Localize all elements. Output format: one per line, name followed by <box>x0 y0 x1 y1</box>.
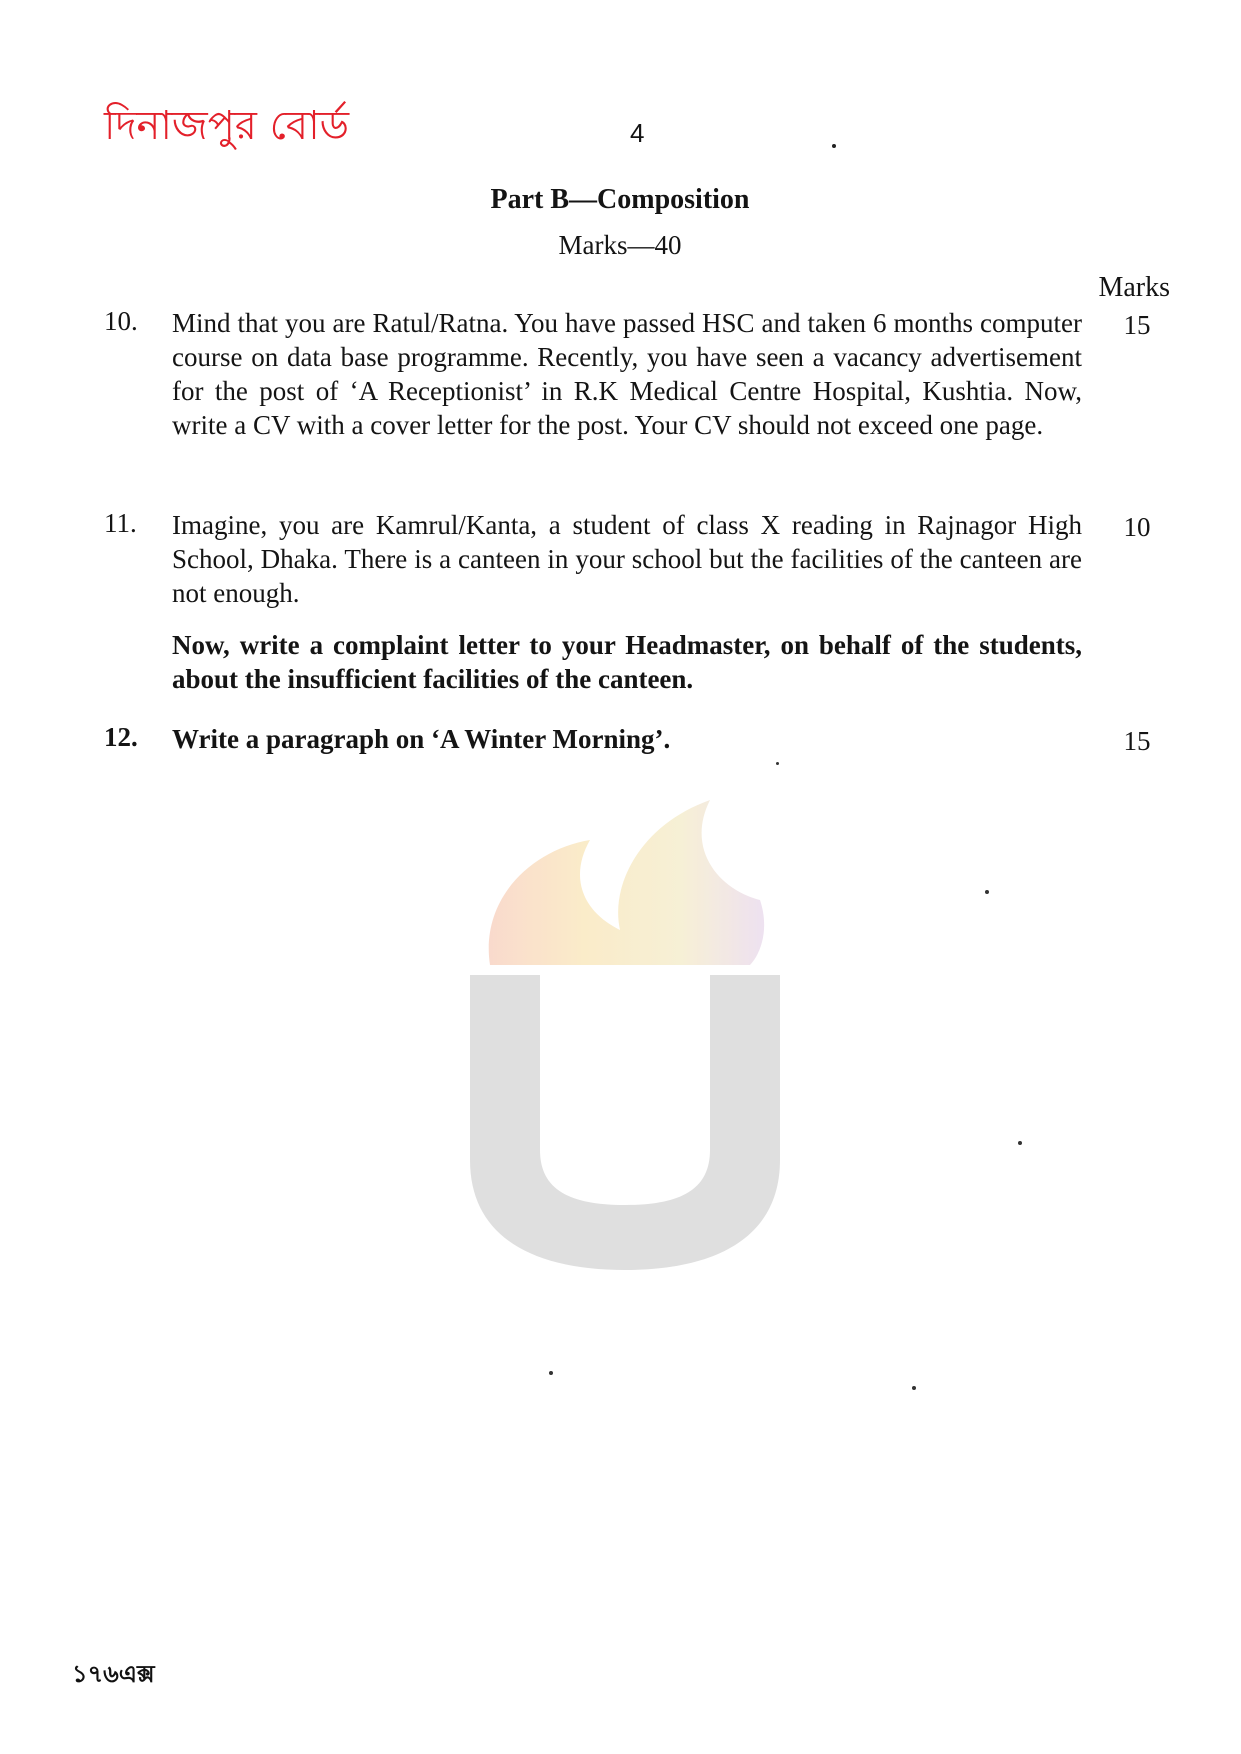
footer-code: ১৭৬এক্স <box>72 1660 155 1688</box>
part-marks: Marks—40 <box>558 230 682 260</box>
question-number: 10. <box>104 306 138 336</box>
marks-column-heading: Marks <box>1098 272 1170 303</box>
scan-speck <box>832 144 836 148</box>
question-number: 11. <box>104 508 137 538</box>
question-marks: 10 <box>1123 512 1151 542</box>
scan-speck <box>1018 1141 1022 1145</box>
question-text <box>172 722 1082 774</box>
question-marks: 15 <box>1123 310 1151 340</box>
question-paragraph: Imagine, you are Kamrul/Kanta, a student of class X reading in Rajnagor High School, Dhaka. There is a canteen in your school but the facilities of the canteen are not enough. <box>172 510 1082 608</box>
question-number: 12. <box>104 722 138 752</box>
page-number: 4 <box>630 118 645 148</box>
question-text <box>172 306 1082 460</box>
scan-speck <box>549 1371 553 1375</box>
question-paragraph: Write a paragraph on ‘A Winter Morning’. <box>172 724 671 754</box>
scan-speck <box>912 1386 916 1390</box>
question-paragraph: Mind that you are Ratul/Ratna. You have passed HSC and taken 6 months computer course on data base programme. Recently, you have seen a vacancy advertisement for the post of ‘A Receptionist’ in R.K Medical Centre Hospital, Kushtia. Now, write a CV with a cover letter for the post. Your CV should not exceed one page. <box>172 308 1082 440</box>
board-label: দিনাজপুর বোর্ড <box>104 103 350 149</box>
watermark-logo <box>470 780 780 1270</box>
question-paragraph: Now, write a complaint letter to your Headmaster, on behalf of the students, about the insufficient facilities of the canteen. <box>172 630 1082 694</box>
scan-speck <box>985 890 989 894</box>
part-title: Part B—Composition <box>490 184 750 215</box>
question-marks: 15 <box>1123 726 1151 756</box>
question-text <box>172 508 1082 714</box>
scan-speck <box>776 762 779 765</box>
